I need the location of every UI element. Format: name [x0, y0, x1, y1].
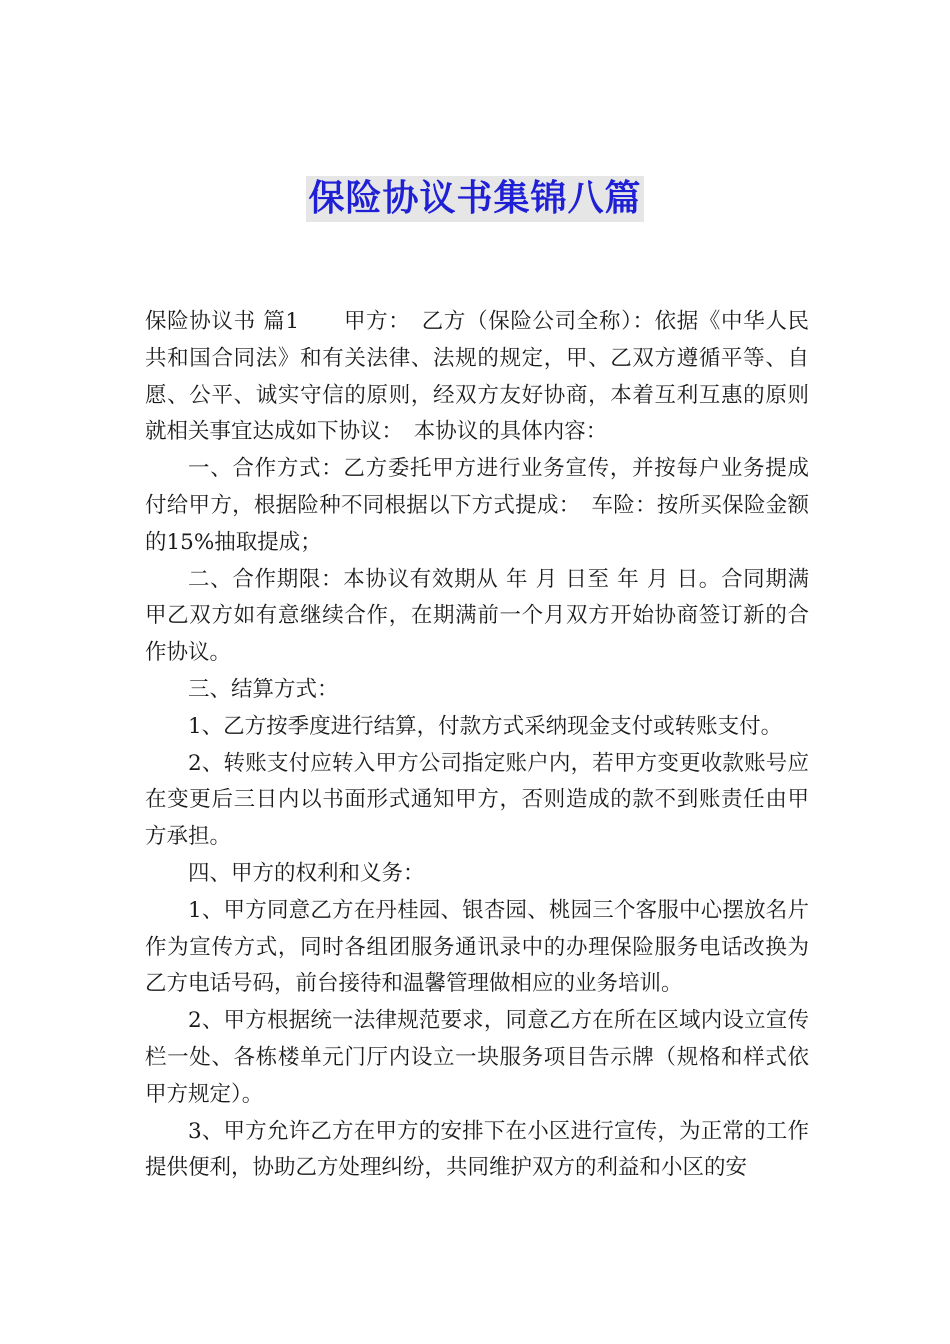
paragraph-party-a-heading: 四、甲方的权利和义务： — [188, 860, 425, 886]
paragraph-settlement-heading: 三、结算方式： — [188, 676, 339, 702]
document-body — [145, 304, 809, 1187]
paragraph-cooperation-term: 二、合作期限：本协议有效期从 年 月 日至 年 月 日。合同期满甲乙双方如有意继续合作，在期满前一个月双方开始协商签订新的合作协议。 — [145, 566, 809, 666]
paragraph-settlement-item-2: 2、转账支付应转入甲方公司指定账户内，若甲方变更收款账号应在变更后三日内以书面形式通知甲方，否则造成的款不到账责任由甲方承担。 — [145, 750, 809, 850]
paragraph-settlement-item-1: 1、乙方按季度进行结算，付款方式采纳现金支付或转账支付。 — [188, 713, 783, 739]
paragraph-party-a-item-3: 3、甲方允许乙方在甲方的安排下在小区进行宣传，为正常的工作提供便利，协助乙方处理纠纷，共同维护双方的利益和小区的安 — [145, 1118, 809, 1181]
document-title-container — [0, 176, 950, 229]
paragraph-party-a-item-2: 2、甲方根据统一法律规范要求，同意乙方在所在区域内设立宣传栏一处、各栋楼单元门厅内设立一块服务项目告示牌（规格和样式依甲方规定）。 — [145, 1008, 809, 1107]
paragraph-intro: 保险协议书 篇1 甲方： 乙方（保险公司全称）：依据《中华人民共和国合同法》和有关法律、法规的规定，甲、乙双方遵循平等、自愿、公平、诚实守信的原则，经双方友好协商，本着互利互惠的原则就相关事宜达成如下协议： 本协议的具体内容： — [145, 309, 809, 445]
paragraph-cooperation-method: 一、合作方式：乙方委托甲方进行业务宣传，并按每户业务提成付给甲方，根据险种不同根据以下方式提成： 车险：按所买保险金额的15%抽取提成； — [145, 456, 809, 555]
document-title: 保险协议书集锦八篇 — [306, 176, 643, 222]
paragraph-party-a-item-1: 1、甲方同意乙方在丹桂园、银杏园、桃园三个客服中心摆放名片作为宣传方式，同时各组团服务通讯录中的办理保险服务电话改换为乙方电话号码，前台接待和温馨管理做相应的业务培训。 — [145, 897, 809, 997]
